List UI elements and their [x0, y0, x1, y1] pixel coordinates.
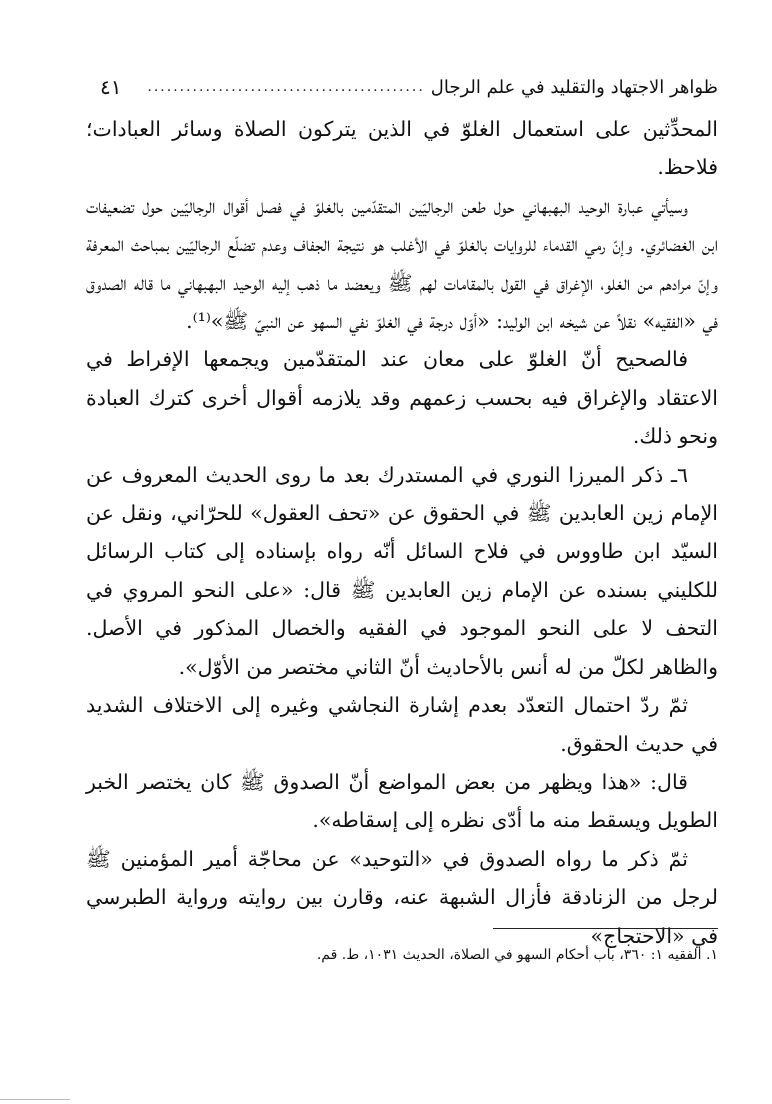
paragraph: المحدِّثين على استعمال الغلوّ في الذين يتركون الصلاة وسائر العبادات؛ فلاحظ. — [86, 117, 718, 180]
page-number: ٤١ — [100, 75, 122, 99]
paragraph: ٦ـ ذكر الميرزا النوري في المستدرك بعد ما روى الحديث المعروف عن الإمام زين العابدين ﷺ في الحقوق عن «تحف العقول» للحرّاني، ونقل عن السيّد ابن طاووس في فلاح السائل أنّه رواه بإسناده إلى كتاب الرسائل للكليني بسنده عن الإمام زين العابدين ﷺ قال: «على النحو المروي في التحف لا على النحو الموجود في الفقيه والخصال المذكور في الأصل. والظاهر لكلّ من له أنس بالأحاديث أنّ الثاني مختصر من الأوّل». — [86, 462, 718, 679]
paragraph: فالصحيح أنّ الغلوّ على معان عند المتقدّمين ويجمعها الإفراط في الاعتقاد والإغراق فيه بحسب زعمهم وقد يلازمه أقوال أخرى كترك العبادة ونحو ذلك. — [86, 347, 718, 449]
scan-edge-line — [0, 1099, 70, 1100]
paragraph: وسيأتي عبارة الوحيد البهبهاني حول طعن الرجاليّين المتقدّمين بالغلوّ في فصل أقوال الرجاليّين حول تضعيفات ابن الغضائري. وإنّ رمي القدماء للروايات بالغلوّ في الأغلب هو نتيجة الجفاف وعدم تضلّع الرجاليّين بمباحث المعرفة وإنّ مرادهم من الغلو، الإغراق في القول بالمقامات لهم ﷺ ويعضد ما ذهب إليه الوحيد البهبهاني ما قاله الصدوق في «الفقيه» نقلاً عن شيخه ابن الوليد: «أوّل درجة في الغلوّ نفي السهو عن النبيّ ﷺ»⁽¹⁾. — [86, 193, 718, 334]
running-title: ظواهر الاجتهاد والتقليد في علم الرجال — [430, 76, 718, 98]
footnote: ١. الفقيه ١: ٣٦٠، باب أحكام السهو في الصلاة، الحديث ١٠٣١، ط. قم. — [316, 947, 718, 963]
paragraph: قال: «هذا ويظهر من بعض المواضع أنّ الصدوق ﷺ كان يختصر الخبر الطويل ويسقط منه ما أدّى نظره إلى إسقاطه». — [86, 769, 718, 833]
leader-dots: ........................................... — [147, 79, 425, 95]
paragraph: ثمّ ردّ احتمال التعدّد بعدم إشارة النجاشي وغيره إلى الاختلاف الشديد في حديث الحقوق. — [86, 693, 718, 756]
running-header — [100, 70, 718, 104]
footnote-separator — [493, 928, 718, 929]
body-text — [86, 110, 718, 955]
paragraph: ثمّ ذكر ما رواه الصدوق في «التوحيد» عن محاجّة أمير المؤمنين ﷺ لرجل من الزنادقة فأزال الشبهة عنه، وقارن بين روايته ورواية الطبرسي في «الاحتجاج» — [86, 846, 718, 948]
